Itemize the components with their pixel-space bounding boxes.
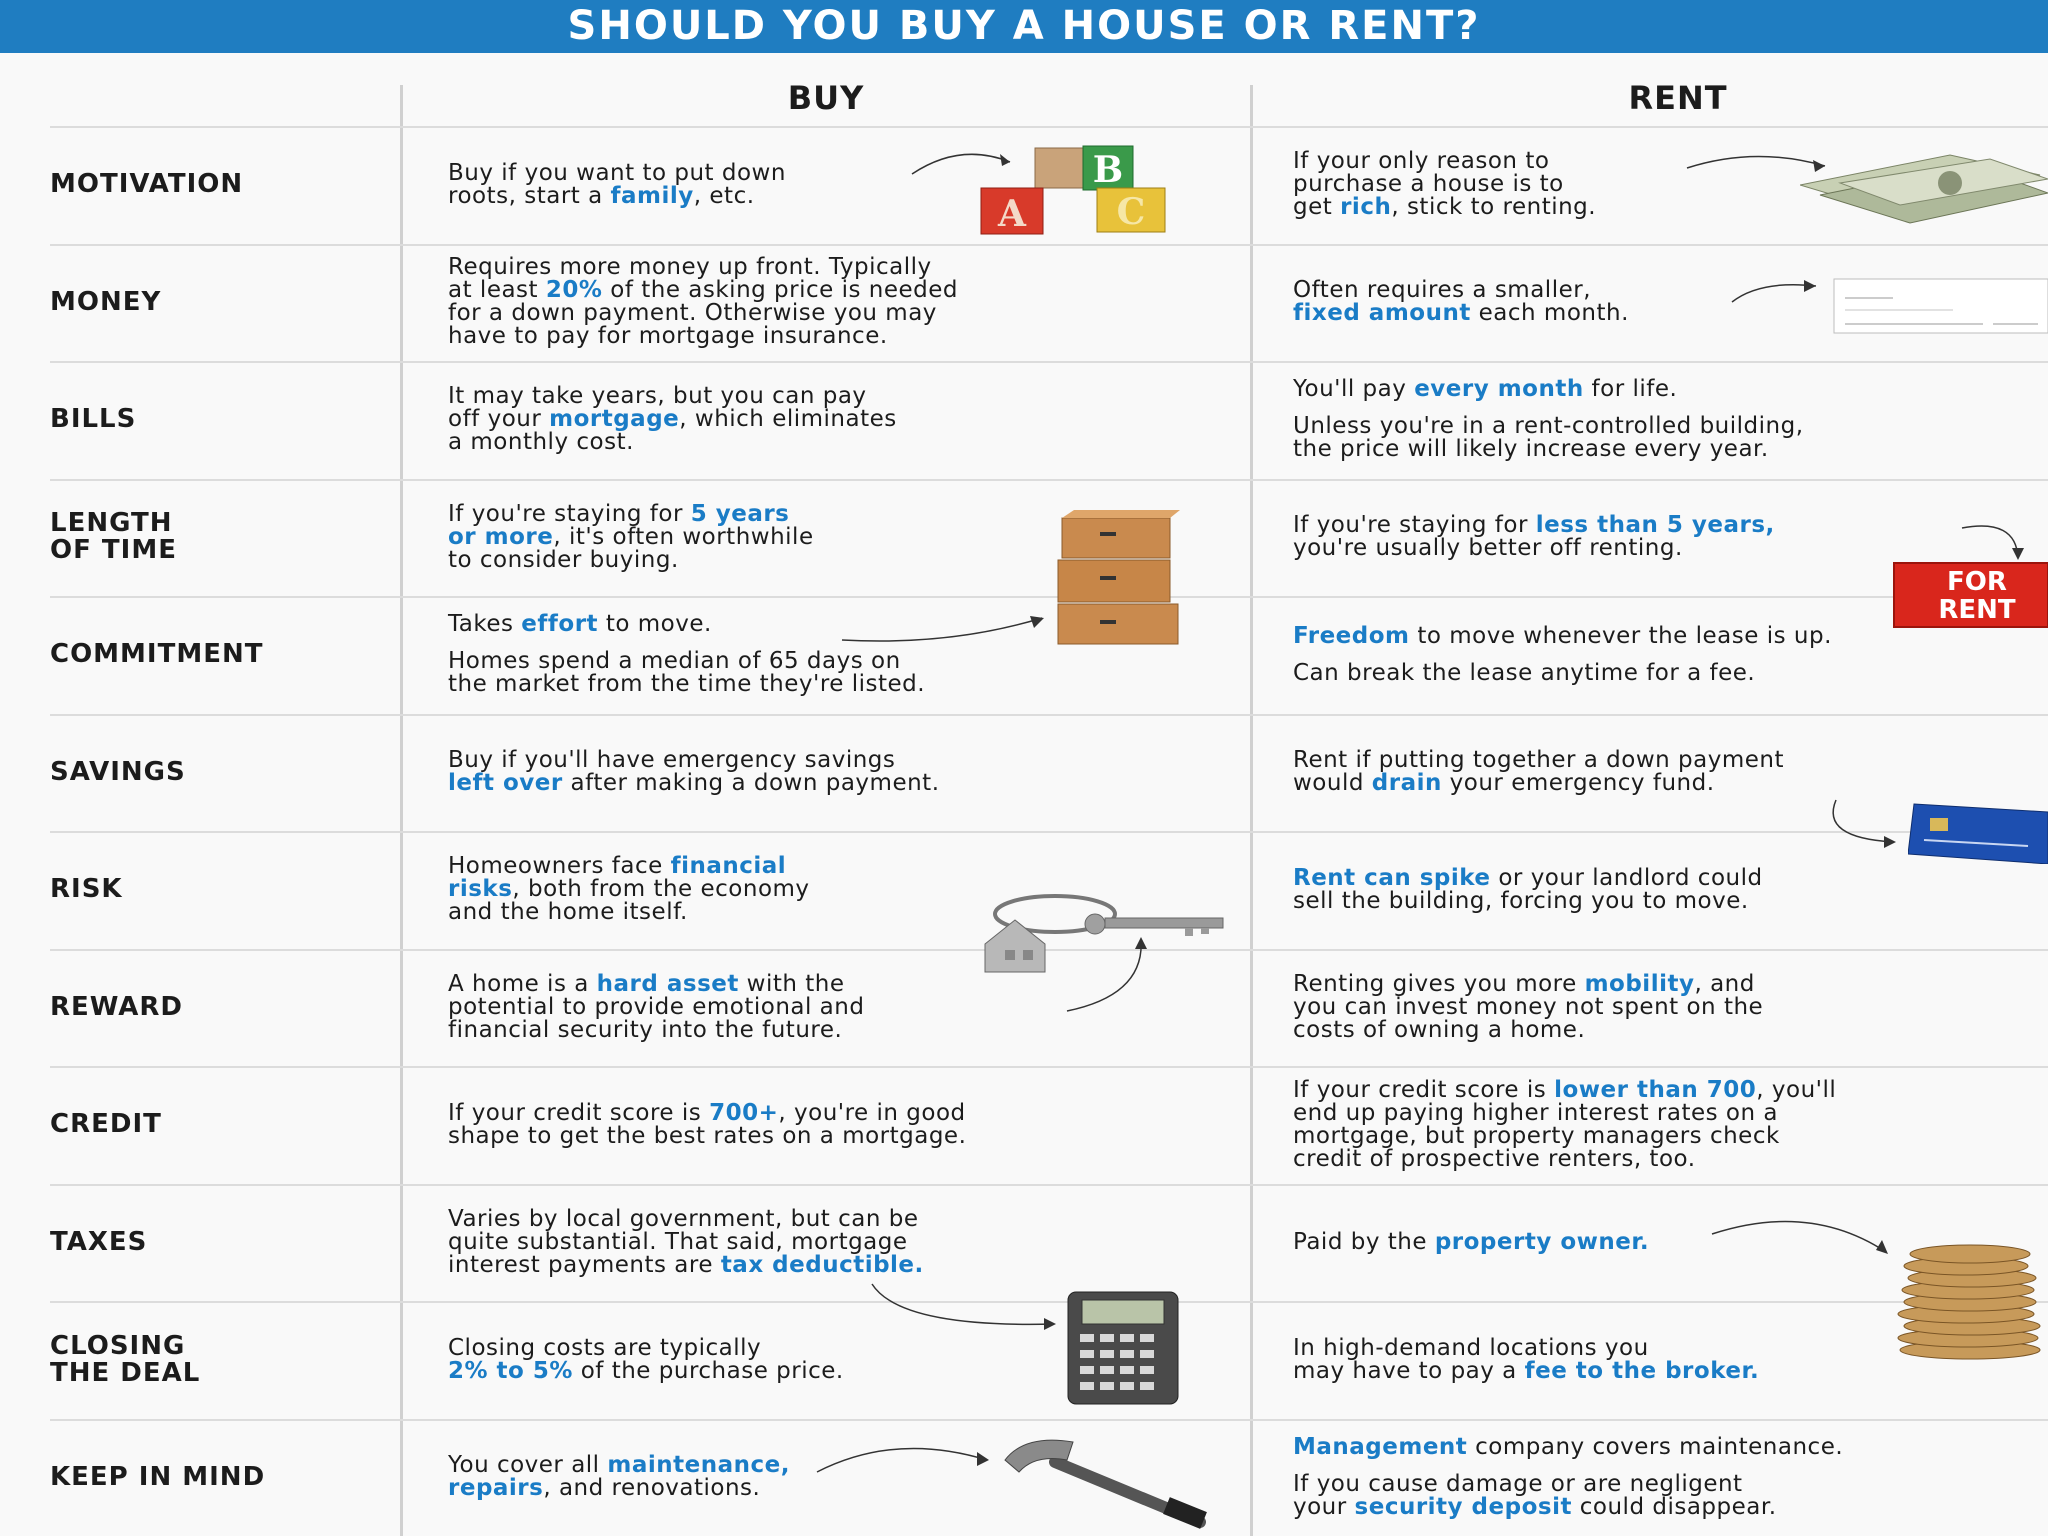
cell-text: , stick to renting. [1391,194,1597,221]
cell-text: costs of owning a home. [1293,1016,1586,1043]
for-rent-sign-icon [1893,562,2048,628]
cell-text: could disappear. [1571,1493,1777,1520]
cell-text: A home is a [448,970,597,997]
row-label-savings: SAVINGS [50,756,186,787]
sign-text-line1: FOR [1947,567,2007,597]
row-label-closing-the-deal: CLOSING THE DEAL [50,1330,201,1388]
cell-text: , you'll [1756,1076,1837,1103]
rent-cell-reward [1293,970,1764,1043]
cell-text: , which eliminates [679,406,897,433]
cell-text: of the purchase price. [572,1357,844,1384]
highlight-text: fixed amount [1293,300,1471,327]
cell-text: financial security into the future. [448,1016,843,1043]
cell-paragraph [448,1454,790,1500]
cell-text: Takes [448,611,522,638]
arrow-money-rent [1730,276,1820,306]
row-label-length-of-time: LENGTH OF TIME [50,508,177,566]
row-label-credit: CREDIT [50,1109,162,1140]
cell-paragraph [448,1099,967,1149]
highlight-text: property owner. [1434,1228,1650,1255]
highlight-text: risks [448,876,513,903]
cell-text: with the [738,970,845,997]
row-label-money: MONEY [50,286,162,317]
cell-text: , it's often worthwhile [553,523,814,550]
cell-text: company covers maintenance. [1467,1433,1844,1460]
buy-cell-taxes [448,1205,924,1278]
cell-text: If you're staying for [448,500,691,527]
cell-text: Homeowners face [448,853,671,880]
cell-text: your emergency fund. [1441,770,1715,797]
highlight-text: Freedom [1293,622,1410,649]
cell-text: Buy if you'll have emergency savings [448,747,896,774]
highlight-text: 20% [545,277,603,304]
highlight-text: Rent can spike [1293,864,1491,891]
cell-text: , etc. [693,182,755,209]
row-label-keep-in-mind: KEEP IN MIND [50,1461,266,1492]
arrow-taxes-rent [1710,1212,1890,1256]
buy-cell-risk [448,855,810,924]
cell-text: , and renovations. [543,1475,761,1502]
block-letter-b: B [1092,149,1124,191]
house-keys-icon [975,892,1230,982]
check-icon [1833,278,2048,334]
cell-text: to consider buying. [448,546,679,573]
cell-paragraph [1293,1334,1760,1384]
row-label-commitment: COMMITMENT [50,639,264,670]
highlight-text: less than 5 years, [1535,512,1775,539]
cell-paragraph [1293,1076,1837,1172]
sign-text-line2: RENT [1938,595,2016,625]
cell-text: In high-demand locations you [1293,1334,1649,1361]
highlight-text: security deposit [1354,1493,1572,1520]
arrow-keep-in-mind-buy [815,1440,995,1476]
cell-text: shape to get the best rates on a mortgage. [448,1122,967,1149]
cell-text: for a down payment. Otherwise you may [448,300,937,327]
cell-text: It may take years, but you can pay [448,383,867,410]
cell-text: You cover all [448,1452,608,1479]
row-label-taxes: TAXES [50,1226,148,1257]
rent-cell-credit [1293,1076,1837,1172]
cell-paragraph [1293,150,1596,219]
buy-cell-length-of-time [448,500,814,573]
cell-paragraph [1293,279,1629,325]
buy-cell-savings [448,749,940,795]
rent-cell-motivation [1293,150,1596,219]
highlight-text: rich [1340,194,1392,221]
cell-text: get [1293,194,1341,221]
cell-text: Rent if putting together a down payment [1293,747,1784,774]
highlight-text: mortgage [549,406,680,433]
row-label-bills: BILLS [50,404,137,435]
highlight-text: fee to the broker. [1524,1357,1760,1384]
highlight-text: drain [1371,770,1442,797]
cell-paragraph [448,385,897,454]
cell-text: Unless you're in a rent-controlled building, [1293,413,1804,440]
cell-text: each month. [1470,300,1629,327]
highlight-text: left over [448,770,563,797]
cell-text: Renting gives you more [1293,970,1585,997]
cell-text: Closing costs are typically [448,1334,762,1361]
cell-text: end up paying higher interest rates on a [1293,1099,1778,1126]
rent-cell-risk [1293,864,1763,914]
buy-cell-motivation [448,159,786,209]
cell-text: roots, start a [448,182,611,209]
cell-text: to move whenever the lease is up. [1409,622,1832,649]
cell-text: Varies by local government, but can be [448,1205,919,1232]
cell-text: after making a down payment. [562,770,940,797]
cell-text: If you cause damage or are negligent [1293,1470,1743,1497]
cell-text: , both from the economy [512,876,810,903]
buy-cell-money [448,256,958,348]
cell-text: or your landlord could [1490,864,1763,891]
rent-cell-commitment [1293,622,1832,686]
highlight-text: lower than 700 [1554,1076,1757,1103]
cell-text: credit of prospective renters, too. [1293,1145,1696,1172]
arrow-taxes-buy [870,1282,1060,1332]
cell-text: potential to provide emotional and [448,993,865,1020]
hammer-icon [995,1432,1210,1532]
cell-text: at least [448,277,546,304]
row-label-reward: REWARD [50,991,184,1022]
highlight-text: hard asset [596,970,739,997]
buy-cell-keep-in-mind [448,1454,790,1500]
cell-text: mortgage, but property managers check [1293,1122,1780,1149]
row-label-risk: RISK [50,874,123,905]
cell-paragraph [1293,415,1804,461]
cell-paragraph [1293,749,1784,795]
cell-paragraph [448,256,958,348]
cell-text: a monthly cost. [448,429,634,456]
column-divider-right [1250,85,1253,1536]
buy-column-header: BUY [787,79,865,117]
highlight-text: repairs [448,1475,544,1502]
highlight-text: 2% to 5% [448,1357,573,1384]
cell-paragraph [448,1334,844,1384]
buy-cell-reward [448,970,865,1043]
cell-text: to move. [598,611,712,638]
moving-boxes-icon [1050,510,1195,645]
highlight-text: mobility [1584,970,1695,997]
cell-paragraph [448,1205,924,1278]
cell-text: of the asking price is needed [602,277,959,304]
rent-cell-savings [1293,749,1784,795]
cell-paragraph [448,159,786,209]
highlight-text: or more [448,523,554,550]
cell-text: Paid by the [1293,1228,1435,1255]
cell-paragraph [1293,659,1832,686]
cell-text: off your [448,406,550,433]
highlight-text: family [610,182,694,209]
cell-text: would [1293,770,1372,797]
cell-text: you're usually better off renting. [1293,535,1683,562]
cell-text: sell the building, forcing you to move. [1293,887,1749,914]
credit-card-icon [1908,802,2048,864]
cell-text: purchase a house is to [1293,171,1564,198]
cell-paragraph [1293,864,1763,914]
cell-text: , you're in good [778,1099,966,1126]
arrow-length-rent [1960,520,2030,562]
cell-text: interest payments are [448,1251,721,1278]
highlight-text: 700+ [709,1099,779,1126]
block-letter-a: A [998,193,1026,235]
buy-cell-bills [448,385,897,454]
cell-paragraph [1293,1470,1843,1520]
cell-text: If your credit score is [448,1099,710,1126]
cell-paragraph [448,855,810,924]
highlight-text: maintenance, [607,1452,790,1479]
cell-text: , and [1694,970,1755,997]
cell-text: you can invest money not spent on the [1293,993,1764,1020]
cell-text: You'll pay [1293,376,1415,403]
buy-cell-commitment [448,613,925,696]
cell-paragraph [448,749,940,795]
cash-bills-icon [1800,145,2048,225]
rent-cell-money [1293,279,1629,325]
cell-text: Can break the lease anytime for a fee. [1293,659,1756,686]
rent-cell-keep-in-mind [1293,1433,1844,1520]
column-divider-left [400,85,403,1536]
cell-paragraph [1293,378,1804,401]
cell-paragraph [1293,622,1832,649]
arrow-savings-rent [1820,798,1900,848]
cell-paragraph [1293,970,1764,1043]
block-letter-c: C [1116,191,1146,233]
cell-text: have to pay for mortgage insurance. [448,323,888,350]
cell-text: Requires more money up front. Typically [448,254,932,281]
cell-text: the price will likely increase every year. [1293,436,1769,463]
cell-text: If your only reason to [1293,148,1550,175]
rent-cell-taxes [1293,1228,1650,1255]
cell-text: Buy if you want to put down [448,159,786,186]
highlight-text: every month [1414,376,1584,403]
calculator-icon [1066,1290,1181,1405]
highlight-text: effort [521,611,599,638]
cell-paragraph [1293,1433,1844,1460]
cell-paragraph [448,970,865,1043]
cell-text: If you're staying for [1293,512,1536,539]
row-label-motivation: MOTIVATION [50,169,244,200]
cell-text: Homes spend a median of 65 days on [448,648,901,675]
cell-paragraph [1293,514,1775,560]
cell-text: for life. [1583,376,1678,403]
rent-cell-bills [1293,378,1804,461]
cell-text: your [1293,1493,1355,1520]
highlight-text: 5 years [690,500,790,527]
rent-column-header: RENT [1628,79,1728,117]
cell-paragraph [1293,1228,1650,1255]
rent-cell-closing-the-deal [1293,1334,1760,1384]
page-title: SHOULD YOU BUY A HOUSE OR RENT? [0,0,2048,53]
cell-text: quite substantial. That said, mortgage [448,1228,908,1255]
cell-text: Often requires a smaller, [1293,277,1592,304]
cell-paragraph [448,500,814,573]
cell-text: the market from the time they're listed. [448,671,926,698]
cell-text: may have to pay a [1293,1357,1525,1384]
cell-text: and the home itself. [448,899,688,926]
highlight-text: financial [670,853,787,880]
abc-blocks-icon [975,142,1195,237]
cell-paragraph [448,650,925,696]
highlight-text: tax deductible. [720,1251,924,1278]
buy-cell-closing-the-deal [448,1334,844,1384]
highlight-text: Management [1293,1433,1468,1460]
cell-text: If your credit score is [1293,1076,1555,1103]
cell-paragraph [448,613,925,636]
rent-cell-length-of-time [1293,514,1775,560]
buy-cell-credit [448,1099,967,1149]
coin-stack-icon [1890,1238,2048,1360]
